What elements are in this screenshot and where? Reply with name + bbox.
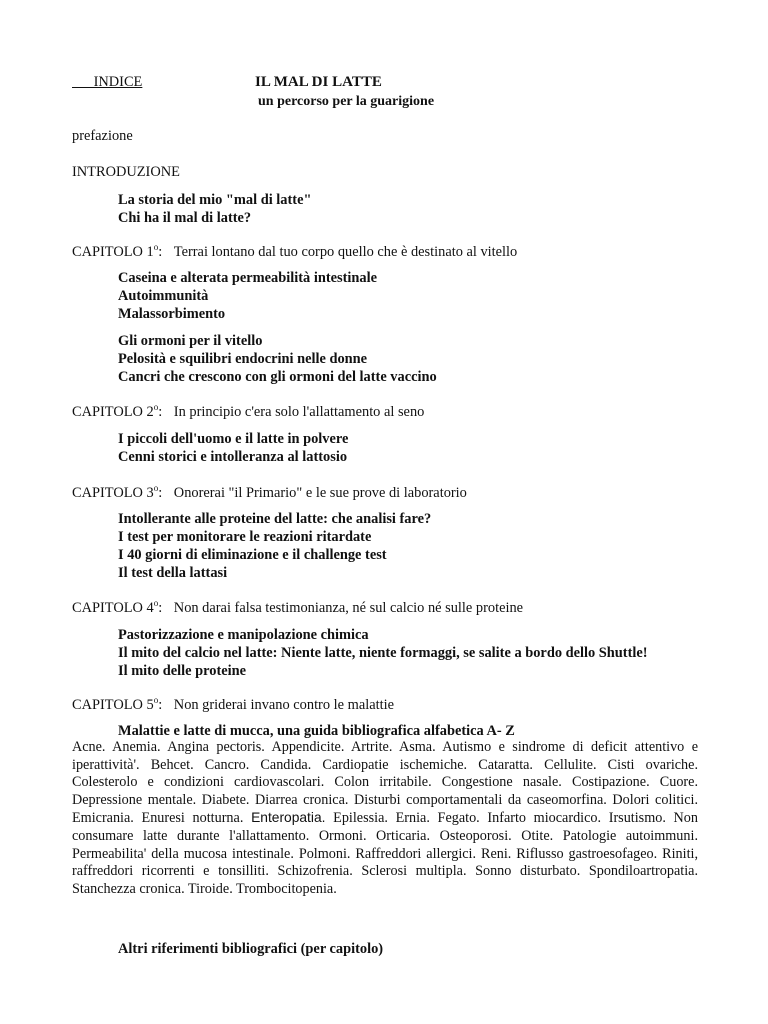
chapter-label: CAPITOLO 1: [72, 244, 154, 260]
toc-item: Il mito delle proteine: [118, 663, 247, 679]
chapter-1-heading: [72, 243, 712, 261]
document-header: [72, 73, 712, 113]
chapter-ordinal: o: [153, 598, 159, 609]
chapter-1-items-b: [118, 332, 708, 386]
altri-riferimenti-heading: Altri riferimenti bibliografici (per capitolo): [118, 941, 384, 957]
chapter-title: In principio c'era solo l'allattamento al seno: [173, 404, 425, 420]
toc-item: Malassorbimento: [118, 306, 226, 322]
disease-list-enteropatia: Enteropatia.: [251, 810, 326, 826]
chapter-title: Onorerai "il Primario" e le sue prove di laboratorio: [173, 485, 467, 501]
chapter-3-heading: [72, 484, 712, 502]
disease-list-paragraph: [72, 739, 698, 898]
toc-item: Caseina e alterata permeabilità intestinale: [118, 270, 377, 286]
chapter-label: CAPITOLO 4: [72, 600, 154, 616]
toc-item: Cancri che crescono con gli ormoni del latte vaccino: [118, 369, 437, 385]
toc-item: Intollerante alle proteine del latte: che analisi fare?: [118, 511, 432, 527]
toc-item: I piccoli dell'uomo e il latte in polvere: [118, 431, 349, 447]
chapter-2-heading: [72, 403, 712, 421]
toc-item: Cenni storici e intolleranza al lattosio: [118, 449, 348, 465]
book-subtitle: un percorso per la guarigione: [258, 94, 435, 109]
chapter-ordinal: o: [153, 402, 159, 413]
chapter-title: Non darai falsa testimonianza, né sul calcio né sulle proteine: [173, 600, 524, 616]
chapter-label: CAPITOLO 2: [72, 404, 154, 420]
chapter-4-heading: [72, 599, 712, 617]
chapter-label: CAPITOLO 5: [72, 697, 154, 713]
disease-list-text-continued: Epilessia. Ernia. Fegato. Infarto miocardico. Irsutismo. Non consumare latte durante l'allattamento. Ormoni. Orticaria. Osteoporosi. Otite. Patologie autoimmuni. Permeabilita' della mucosa intestinale. Polmoni. Raffreddori allergici. Reni. Riflusso gastroesofageo. Riniti, raffreddori ricorrenti e tonsilliti. Schizofrenia. Sclerosi multipla. Sonno disturbato. Spondiloartropatia. Stanchezza cronica. Tiroide. Trombocitopenia.: [72, 810, 698, 897]
chapter-colon: :: [158, 244, 163, 260]
toc-item: Autoimmunità: [118, 288, 209, 304]
chapter-4-items: [118, 626, 708, 680]
chapter-colon: :: [158, 600, 163, 616]
disease-list-text: Acne. Anemia. Angina pectoris. Appendicite. Artrite. Asma. Autismo e sindrome di deficit attentivo e iperattività'. Behcet. Cancro. Candida. Cardiopatie ischemiche. Cataratta. Cellulite. Cisti ovariche. Colesterolo e condizioni cardiovascolari. Colon irritabile. Congestione nasale. Costipazione. Cuore. Depressione mentale. Diabete. Diarrea cronica. Disturbi comportamentali da caseomorfina. Dolori colitici. Emicrania. Enuresi notturna.: [72, 739, 698, 827]
prefazione-entry: prefazione: [72, 128, 133, 144]
chapter-2-items: [118, 430, 708, 466]
chapter-title: Non griderai invano contro le malattie: [173, 697, 394, 713]
chapter-colon: :: [158, 485, 163, 501]
chapter-colon: :: [158, 697, 163, 713]
toc-item: Pelosità e squilibri endocrini nelle donne: [118, 351, 368, 367]
chapter-ordinal: o: [153, 242, 159, 253]
toc-item: Gli ormoni per il vitello: [118, 333, 263, 349]
chapter-label: CAPITOLO 3: [72, 485, 154, 501]
introduzione-heading: INTRODUZIONE: [72, 164, 180, 180]
chapter-ordinal: o: [153, 483, 159, 494]
toc-item: Il mito del calcio nel latte: Niente latte, niente formaggi, se salite a bordo dello Shuttle!: [118, 645, 648, 661]
toc-item: Il test della lattasi: [118, 565, 228, 581]
chapter-ordinal: o: [153, 695, 159, 706]
toc-item: Pastorizzazione e manipolazione chimica: [118, 627, 369, 643]
toc-item: La storia del mio "mal di latte": [118, 192, 312, 208]
guide-heading: Malattie e latte di mucca, una guida bibliografica alfabetica A- Z: [118, 723, 515, 739]
chapter-colon: :: [158, 404, 163, 420]
toc-item: I 40 giorni di eliminazione e il challenge test: [118, 547, 387, 563]
chapter-1-items-a: [118, 269, 708, 323]
chapter-title: Terrai lontano dal tuo corpo quello che è destinato al vitello: [173, 244, 518, 260]
introduzione-items: [118, 191, 708, 227]
toc-item: Chi ha il mal di latte?: [118, 210, 252, 226]
indice-heading: INDICE: [72, 74, 143, 90]
book-title: IL MAL DI LATTE: [255, 74, 382, 90]
chapter-5-heading: [72, 696, 712, 714]
chapter-3-items: [118, 510, 708, 582]
toc-item: I test per monitorare le reazioni ritardate: [118, 529, 372, 545]
